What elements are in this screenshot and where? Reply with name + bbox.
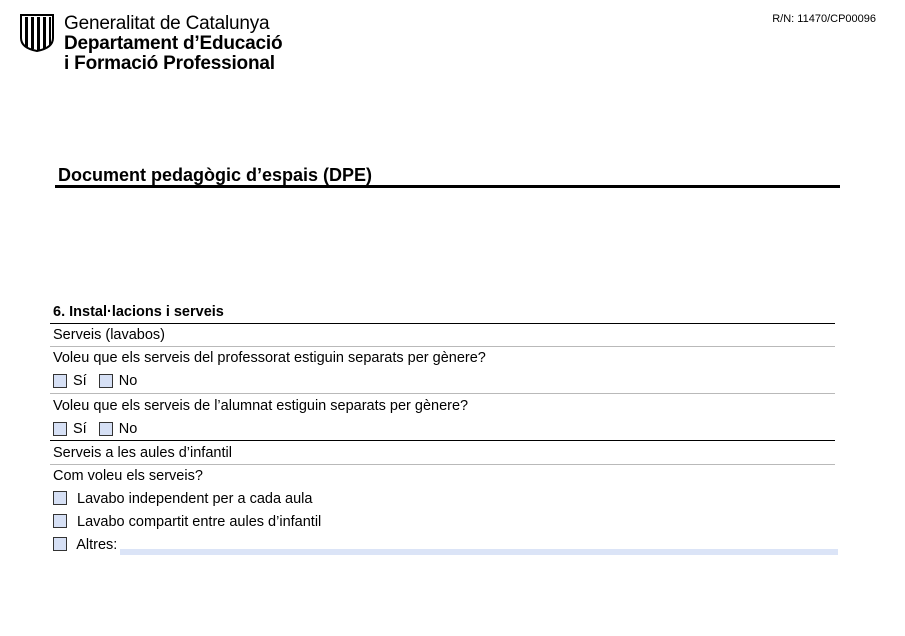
label-yes: Sí: [73, 421, 87, 437]
checkbox-no-professorat[interactable]: [99, 374, 113, 388]
reference-number: R/N: 11470/CP00096: [772, 13, 876, 25]
label-altres: Altres:: [76, 537, 118, 553]
option-independent[interactable]: [50, 489, 835, 511]
option-no-professorat[interactable]: [99, 370, 138, 392]
option-yes-professorat[interactable]: [53, 370, 87, 392]
org-line-3: i Formació Professional: [64, 53, 275, 74]
option-altres[interactable]: [50, 535, 835, 557]
label-no: No: [118, 421, 138, 437]
label-no: No: [118, 373, 138, 389]
option-yes-alumnat[interactable]: [53, 418, 87, 440]
checkbox-independent[interactable]: [53, 491, 67, 505]
org-line-2: Departament d’Educació: [64, 33, 283, 54]
checkbox-altres[interactable]: [53, 537, 67, 551]
question-alumnat: Voleu que els serveis de l’alumnat estiguin separats per gènere?: [53, 398, 469, 414]
answer-row-alumnat: [50, 418, 835, 441]
option-compartit[interactable]: [50, 512, 835, 534]
option-no-alumnat[interactable]: [99, 418, 138, 440]
checkbox-compartit[interactable]: [53, 514, 67, 528]
label-independent: Lavabo independent per a cada aula: [77, 491, 313, 507]
checkbox-yes-alumnat[interactable]: [53, 422, 67, 436]
infantil-heading: Serveis a les aules d’infantil: [50, 443, 835, 465]
document-title: Document pedagògic d’espais (DPE): [55, 164, 840, 188]
checkbox-no-alumnat[interactable]: [99, 422, 113, 436]
answer-row-professorat: [50, 370, 835, 394]
question-professorat: Voleu que els serveis del professorat estiguin separats per gènere?: [53, 350, 486, 366]
serveis-heading: Serveis (lavabos): [50, 325, 835, 347]
question-infantil: Com voleu els serveis?: [53, 468, 203, 484]
organization-name: [64, 14, 282, 74]
label-yes: Sí: [73, 373, 87, 389]
generalitat-logo-icon: [20, 14, 54, 52]
org-line-1: Generalitat de Catalunya: [64, 13, 270, 34]
checkbox-yes-professorat[interactable]: [53, 374, 67, 388]
label-compartit: Lavabo compartit entre aules d’infantil: [77, 514, 322, 530]
section-title: 6. Instal·lacions i serveis: [50, 303, 835, 324]
